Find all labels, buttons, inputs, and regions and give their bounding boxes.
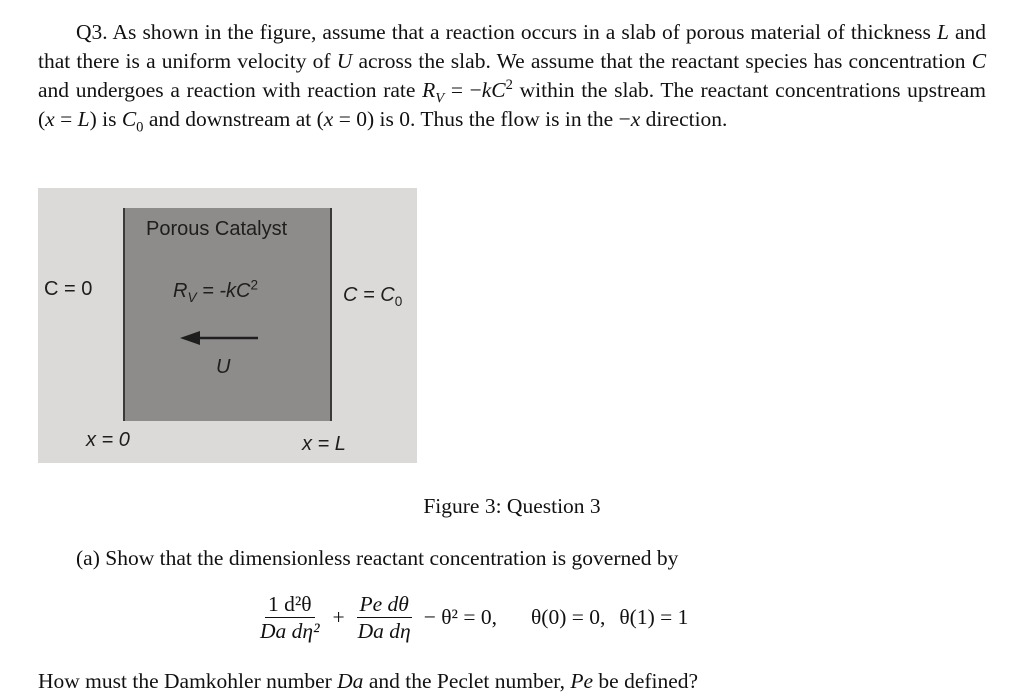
governing-equation: $\frac{\text{1 d²θ}}{\text{Da dη²}}$ + $\frac{\text{Pe dθ}}{\text{Da dη}}$ − θ² = 0, θ(0) = 0, θ(1) = 1 bbox=[255, 592, 688, 643]
final-question: How must the Damkohler number Da and the Peclet number, Pe be defined? bbox=[38, 669, 699, 693]
question-text: Q3. As shown in the figure, assume that a reaction occurs in a slab of porous material of thickness L and that there is a uniform velocity of U across the slab. We assume that the reactant species has concentration C and undergoes a reaction with reaction rate $R_V = -kC^2$ within the slab. The reactant concentrations upstream (x = L) is $C_0$ and downstream at (x = 0) is 0. Thus the flow is in the −x direction. bbox=[38, 20, 987, 136]
question-label: Q3. bbox=[76, 20, 108, 44]
rate-label: $R_V = -kC^2$ bbox=[173, 277, 258, 305]
part-a-text: (a) Show that the dimensionless reactant concentration is governed by bbox=[76, 546, 679, 570]
boundary-condition-0: θ(0) = 0, bbox=[530, 605, 606, 629]
x0-label: x = 0 bbox=[86, 429, 130, 451]
figure-caption: Figure 3: Question 3 bbox=[423, 494, 601, 518]
velocity-label: U bbox=[216, 356, 231, 378]
figure-title: Porous Catalyst bbox=[146, 218, 288, 240]
right-boundary-label: $C = C_0$ bbox=[343, 284, 403, 309]
fraction-convection: $\frac{\text{Pe dθ}}{\text{Da dη}}$ bbox=[357, 592, 411, 643]
slab-figure bbox=[38, 188, 417, 463]
xL-label: x = L bbox=[302, 433, 346, 455]
left-arrow-icon bbox=[178, 328, 260, 348]
boundary-condition-1: θ(1) = 1 bbox=[619, 605, 689, 629]
left-boundary-label: C = 0 bbox=[44, 278, 93, 300]
fraction-diffusion: $\frac{\text{1 d²θ}}{\text{Da dη²}}$ bbox=[260, 592, 320, 643]
